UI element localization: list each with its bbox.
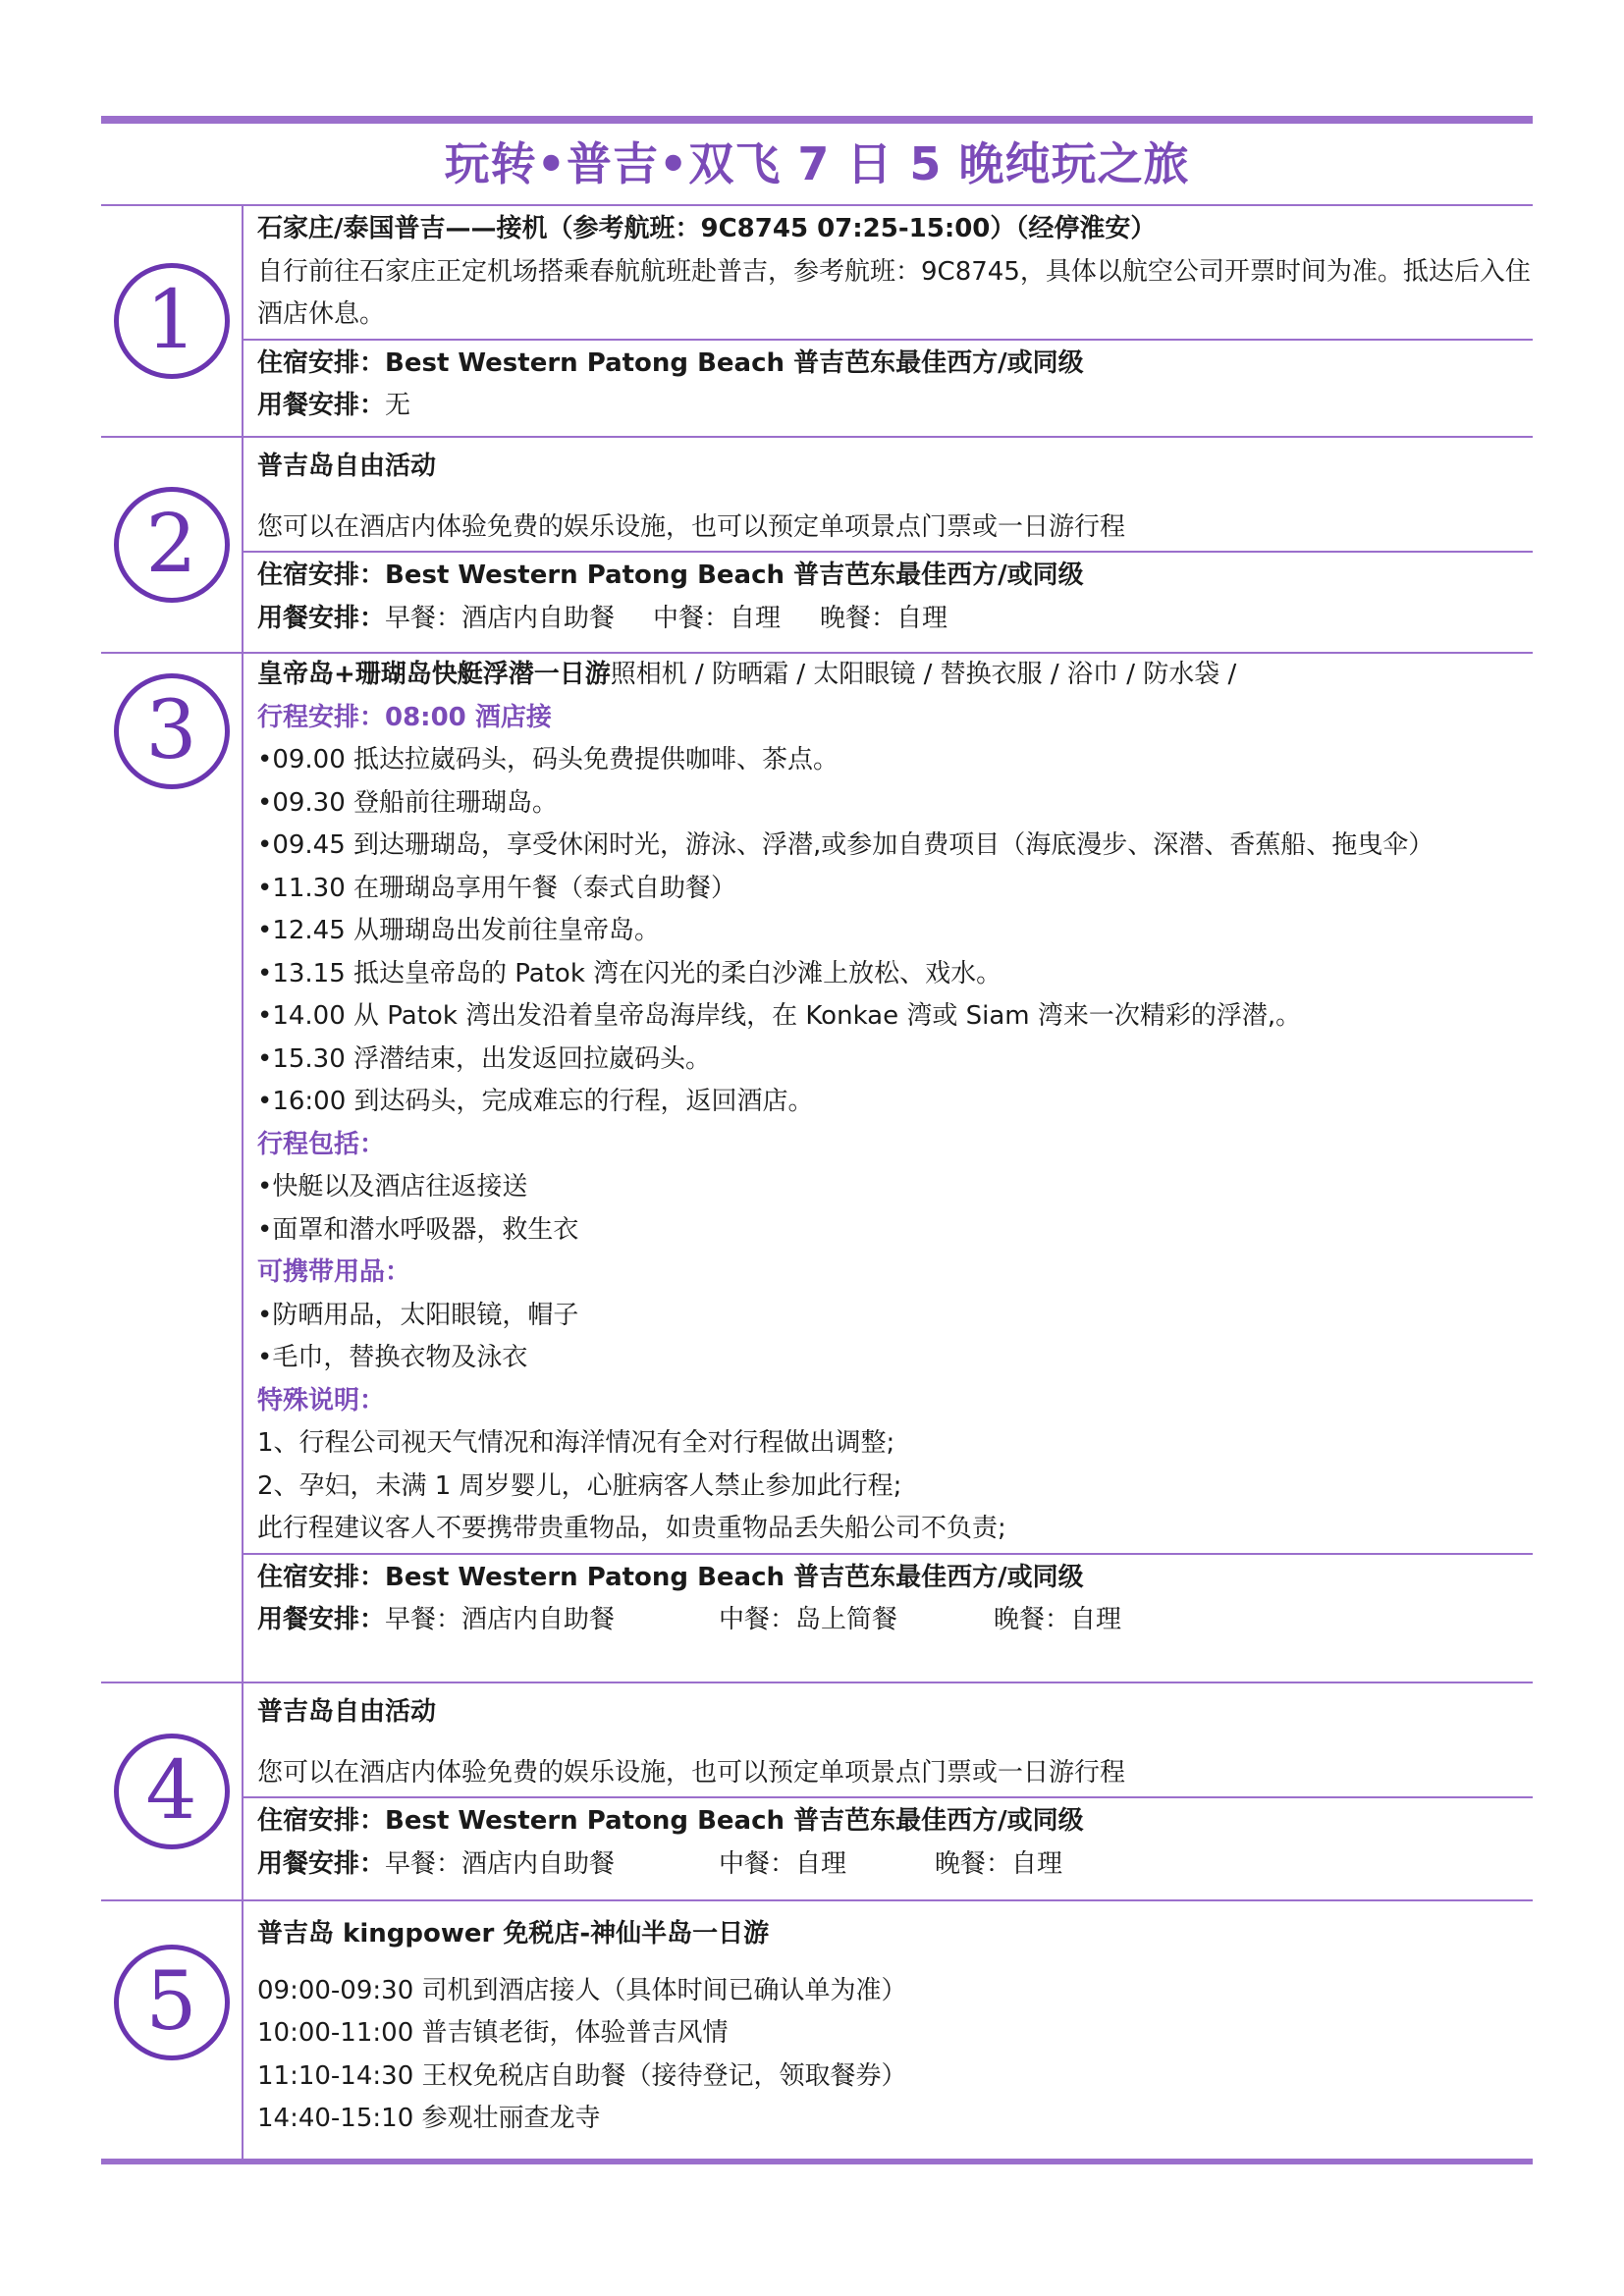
- day-4-lunch: 中餐：自理: [719, 1848, 847, 1879]
- day-3-schedule-label: 行程安排：08:00 酒店接: [257, 702, 552, 732]
- day-3-hotel-label: 住宿安排：: [257, 1562, 386, 1592]
- day-3-number: 3: [114, 673, 230, 789]
- day-1-hotel-label: 住宿安排：: [257, 347, 386, 378]
- day-5-content: [244, 1901, 1533, 2159]
- day-3-dinner: 晚餐：自理: [994, 1605, 1122, 1634]
- day-3-meal-label: 用餐安排：: [257, 1605, 386, 1634]
- day-4-meal-label: 用餐安排：: [257, 1848, 386, 1879]
- day-4-hotel: Best Western Patong Beach 普吉芭东最佳西方/或同级: [385, 1806, 1084, 1836]
- day-4-description: 您可以在酒店内体验免费的娱乐设施，也可以预定单项景点门票或一日游行程: [257, 1757, 1126, 1788]
- day-2-description: 您可以在酒店内体验免费的娱乐设施，也可以预定单项景点门票或一日游行程: [257, 511, 1126, 542]
- day-3-notes-label: 特殊说明：: [257, 1385, 386, 1415]
- day-2-hotel: Best Western Patong Beach 普吉芭东最佳西方/或同级: [385, 561, 1084, 590]
- day-4-breakfast: 早餐：酒店内自助餐: [385, 1848, 616, 1879]
- day-3-note: 2、孕妇，未满 1 周岁婴儿，心脏病客人禁止参加此行程;: [257, 1470, 902, 1501]
- day-1-meal-label: 用餐安排：: [257, 391, 386, 420]
- itinerary-sheet: [101, 116, 1533, 2164]
- day-1: [101, 206, 1533, 438]
- page-title: 玩转•普吉•双飞 7 日 5 晚纯玩之旅: [101, 124, 1533, 206]
- day-3-heading: 皇帝岛+珊瑚岛快艇浮潜一日游: [257, 660, 611, 689]
- day-2-breakfast: 早餐：酒店内自助餐: [385, 603, 616, 633]
- day-2-number-cell: [101, 438, 244, 652]
- day-3-include-item: •快艇以及酒店往返接送: [257, 1172, 528, 1201]
- day-5-number-cell: [101, 1901, 244, 2159]
- day-2-lunch: 中餐：自理: [653, 603, 782, 633]
- day-4: [101, 1683, 1533, 1901]
- day-5: [101, 1901, 1533, 2159]
- day-3: [101, 654, 1533, 1683]
- day-2-meal-label: 用餐安排：: [257, 603, 386, 633]
- day-3-schedule-item: •16:00 到达码头，完成难忘的行程，返回酒店。: [257, 1087, 814, 1116]
- day-3-lunch: 中餐：岛上简餐: [719, 1605, 898, 1634]
- day-2-hotel-label: 住宿安排：: [257, 561, 386, 590]
- day-3-schedule-item: •09.00 抵达拉崴码头，码头免费提供咖啡、茶点。: [257, 745, 839, 774]
- day-5-schedule-item: 10:00-11:00 普吉镇老街，体验普吉风情: [257, 2018, 729, 2048]
- day-3-schedule-item: •15.30 浮潜结束，出发返回拉崴码头。: [257, 1043, 712, 1074]
- day-3-include-item: •面罩和潜水呼吸器，救生衣: [257, 1214, 579, 1245]
- day-1-hotel: Best Western Patong Beach 普吉芭东最佳西方/或同级: [385, 347, 1084, 378]
- day-3-carry-item: •防晒用品，太阳眼镜，帽子: [257, 1300, 579, 1330]
- day-3-schedule-item: •09.45 到达珊瑚岛，享受休闲时光，游泳、浮潜,或参加自费项目（海底漫步、深潜、香蕉船、拖曳伞）: [257, 830, 1435, 860]
- day-1-content: [244, 206, 1533, 436]
- bottom-rule: [101, 2159, 1533, 2164]
- day-2-number: 2: [114, 487, 230, 603]
- day-4-arrangements: [244, 1796, 1533, 1888]
- day-3-carry-item: •毛巾，替换衣物及泳衣: [257, 1343, 528, 1372]
- day-4-number: 4: [114, 1734, 230, 1849]
- day-5-schedule-item: 09:00-09:30 司机到酒店接人（具体时间已确认单为准）: [257, 1975, 907, 2005]
- day-3-note: 1、行程公司视天气情况和海洋情况有全对行程做出调整;: [257, 1428, 895, 1458]
- day-3-schedule-item: •13.15 抵达皇帝岛的 Patok 湾在闪光的柔白沙滩上放松、戏水。: [257, 958, 1002, 988]
- day-3-schedule-item: •11.30 在珊瑚岛享用午餐（泰式自助餐）: [257, 873, 737, 903]
- day-3-hotel: Best Western Patong Beach 普吉芭东最佳西方/或同级: [385, 1562, 1084, 1592]
- day-3-include-label: 行程包括：: [257, 1129, 386, 1159]
- day-4-hotel-label: 住宿安排：: [257, 1806, 386, 1836]
- day-3-carry-list: 照相机 / 防晒霜 / 太阳眼镜 / 替换衣服 / 浴巾 / 防水袋 /: [610, 660, 1237, 689]
- day-1-description: 自行前往石家庄正定机场搭乘春航航班赴普吉，参考航班：9C8745，具体以航空公司开票时间为准。抵达后入住酒店休息。: [257, 256, 1531, 329]
- day-4-heading: 普吉岛自由活动: [257, 1697, 437, 1727]
- day-2-arrangements: [244, 551, 1533, 642]
- day-2-content: [244, 438, 1533, 652]
- day-2: [101, 438, 1533, 654]
- day-3-carry-label: 可携带用品：: [257, 1257, 411, 1287]
- day-3-note: 此行程建议客人不要携带贵重物品，如贵重物品丢失船公司不负责;: [257, 1514, 1006, 1543]
- day-5-schedule-item: 11:10-14:30 王权免税店自助餐（接待登记，领取餐券）: [257, 2060, 907, 2091]
- day-5-schedule-item: 14:40-15:10 参观壮丽查龙寺: [257, 2104, 601, 2133]
- day-3-schedule-item: •14.00 从 Patok 湾出发沿着皇帝岛海岸线，在 Konkae 湾或 Siam 湾来一次精彩的浮潜,。: [257, 1001, 1302, 1031]
- day-2-heading: 普吉岛自由活动: [257, 452, 437, 481]
- day-3-arrangements: [244, 1553, 1533, 1644]
- day-3-number-cell: [101, 654, 244, 1682]
- top-rule: [101, 116, 1533, 124]
- day-3-content: [244, 654, 1533, 1682]
- day-5-number: 5: [114, 1945, 230, 2060]
- day-3-schedule-item: •09.30 登船前往珊瑚岛。: [257, 787, 559, 818]
- day-4-number-cell: [101, 1683, 244, 1899]
- day-5-heading: 普吉岛 kingpower 免税店-神仙半岛一日游: [257, 1919, 770, 1949]
- day-1-arrangements: [244, 339, 1533, 430]
- day-2-dinner: 晚餐：自理: [820, 603, 948, 633]
- day-4-dinner: 晚餐：自理: [935, 1848, 1063, 1879]
- day-4-content: [244, 1683, 1533, 1899]
- day-3-breakfast: 早餐：酒店内自助餐: [385, 1605, 616, 1634]
- day-1-meal: 无: [385, 391, 411, 420]
- day-3-schedule-item: •12.45 从珊瑚岛出发前往皇帝岛。: [257, 916, 661, 945]
- day-1-number: 1: [114, 263, 230, 379]
- day-1-heading: 石家庄/泰国普吉——接机（参考航班：9C8745 07:25-15:00）（经停淮安）: [257, 214, 1157, 243]
- day-1-number-cell: [101, 206, 244, 436]
